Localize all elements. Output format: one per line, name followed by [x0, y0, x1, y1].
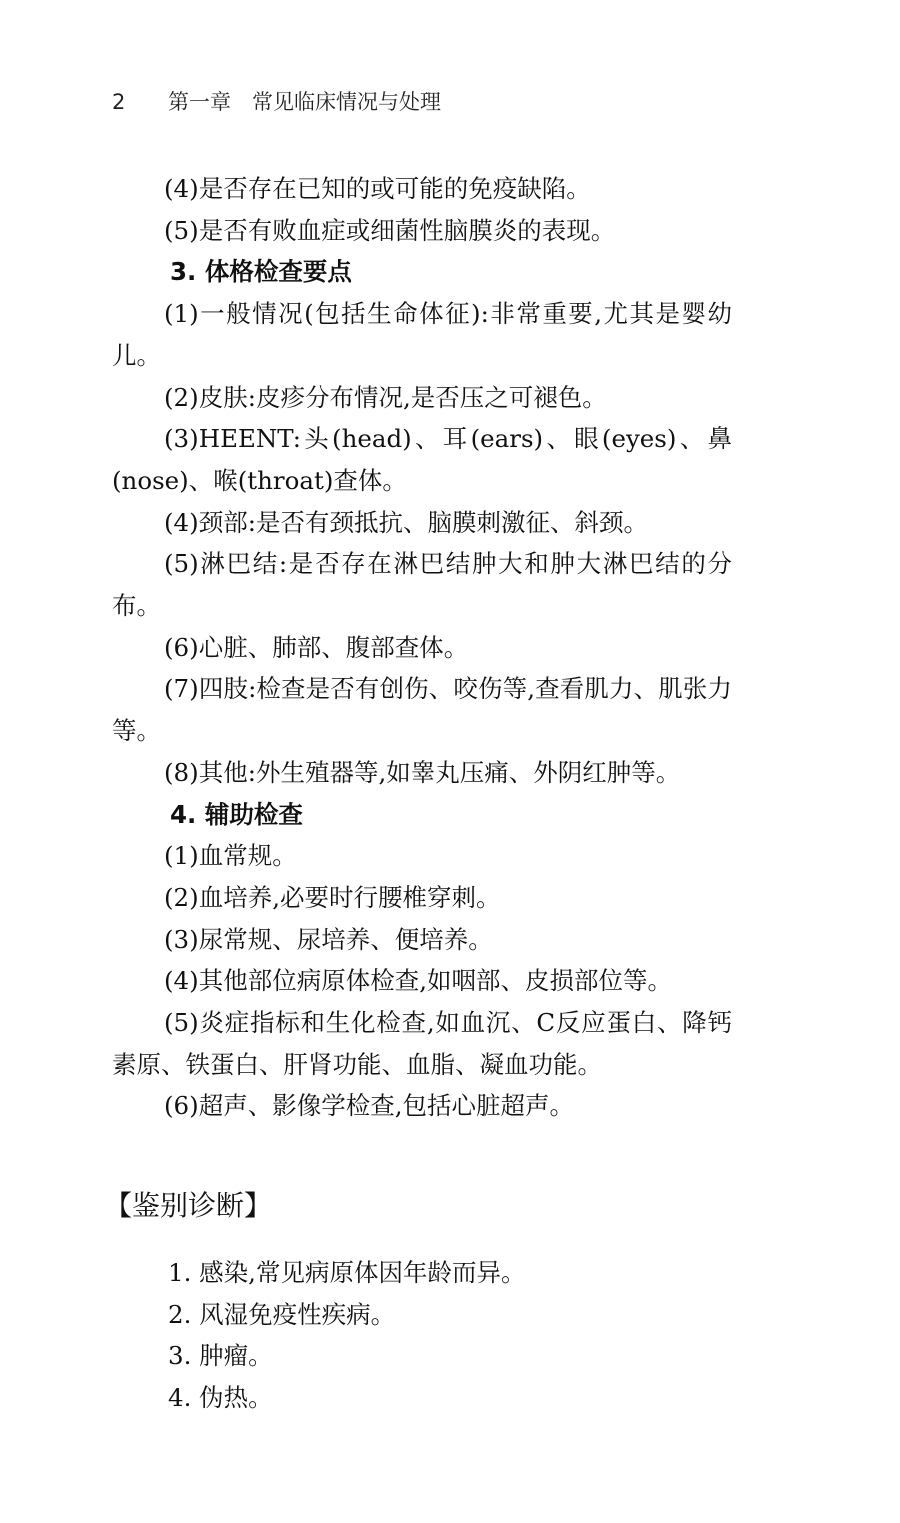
running-head — [112, 86, 441, 116]
list-item: 2. 风湿免疫性疾病。 — [168, 1299, 396, 1329]
exam-item-3: (3)HEENT:头(head)、耳(ears)、眼(eyes)、鼻(nose)、喉(throat)查体。 — [112, 424, 732, 495]
aux-item-4: (4)其他部位病原体检查,如咽部、皮损部位等。 — [164, 966, 672, 996]
aux-item-3: (3)尿常规、尿培养、便培养。 — [164, 924, 493, 954]
aux-item-1: (1)血常规。 — [164, 841, 297, 871]
list-item: 4. 伪热。 — [168, 1383, 273, 1413]
history-item-5: (5)是否有败血症或细菌性脑膜炎的表现。 — [164, 215, 616, 245]
differential-diagnosis-title: 【鉴别诊断】 — [104, 1189, 273, 1222]
exam-item-8: (8)其他:外生殖器等,如睾丸压痛、外阴红肿等。 — [164, 757, 681, 787]
exam-item-2: (2)皮肤:皮疹分布情况,是否压之可褪色。 — [164, 382, 607, 412]
aux-item-2: (2)血培养,必要时行腰椎穿刺。 — [164, 882, 501, 912]
list-item: 3. 肿瘤。 — [168, 1341, 273, 1371]
exam-item-4: (4)颈部:是否有颈抵抗、脑膜刺激征、斜颈。 — [164, 507, 648, 537]
section-heading-physical-exam: 3. 体格检查要点 — [170, 257, 352, 287]
aux-item-6: (6)超声、影像学检查,包括心脏超声。 — [164, 1091, 574, 1121]
exam-item-5: (5)淋巴结:是否存在淋巴结肿大和肿大淋巴结的分布。 — [112, 549, 732, 621]
differential-diagnosis-list — [168, 1252, 525, 1419]
main-text — [112, 168, 732, 1127]
history-item-4: (4)是否存在已知的或可能的免疫缺陷。 — [164, 174, 591, 203]
exam-item-1: (1)一般情况(包括生命体征):非常重要,尤其是婴幼儿。 — [112, 299, 732, 370]
exam-item-7: (7)四肢:检查是否有创伤、咬伤等,查看肌力、肌张力等。 — [112, 674, 732, 746]
chapter-title: 第一章 常见临床情况与处理 — [168, 90, 441, 114]
list-item: 1. 感染,常见病原体因年龄而异。 — [168, 1258, 526, 1287]
page-number: 2 — [112, 90, 126, 114]
aux-item-5: (5)炎症指标和生化检查,如血沉、C反应蛋白、降钙素原、铁蛋白、肝肾功能、血脂、凝血功能。 — [112, 1008, 732, 1079]
exam-item-6: (6)心脏、肺部、腹部查体。 — [164, 632, 469, 662]
section-heading-auxiliary-exam: 4. 辅助检查 — [170, 799, 303, 829]
